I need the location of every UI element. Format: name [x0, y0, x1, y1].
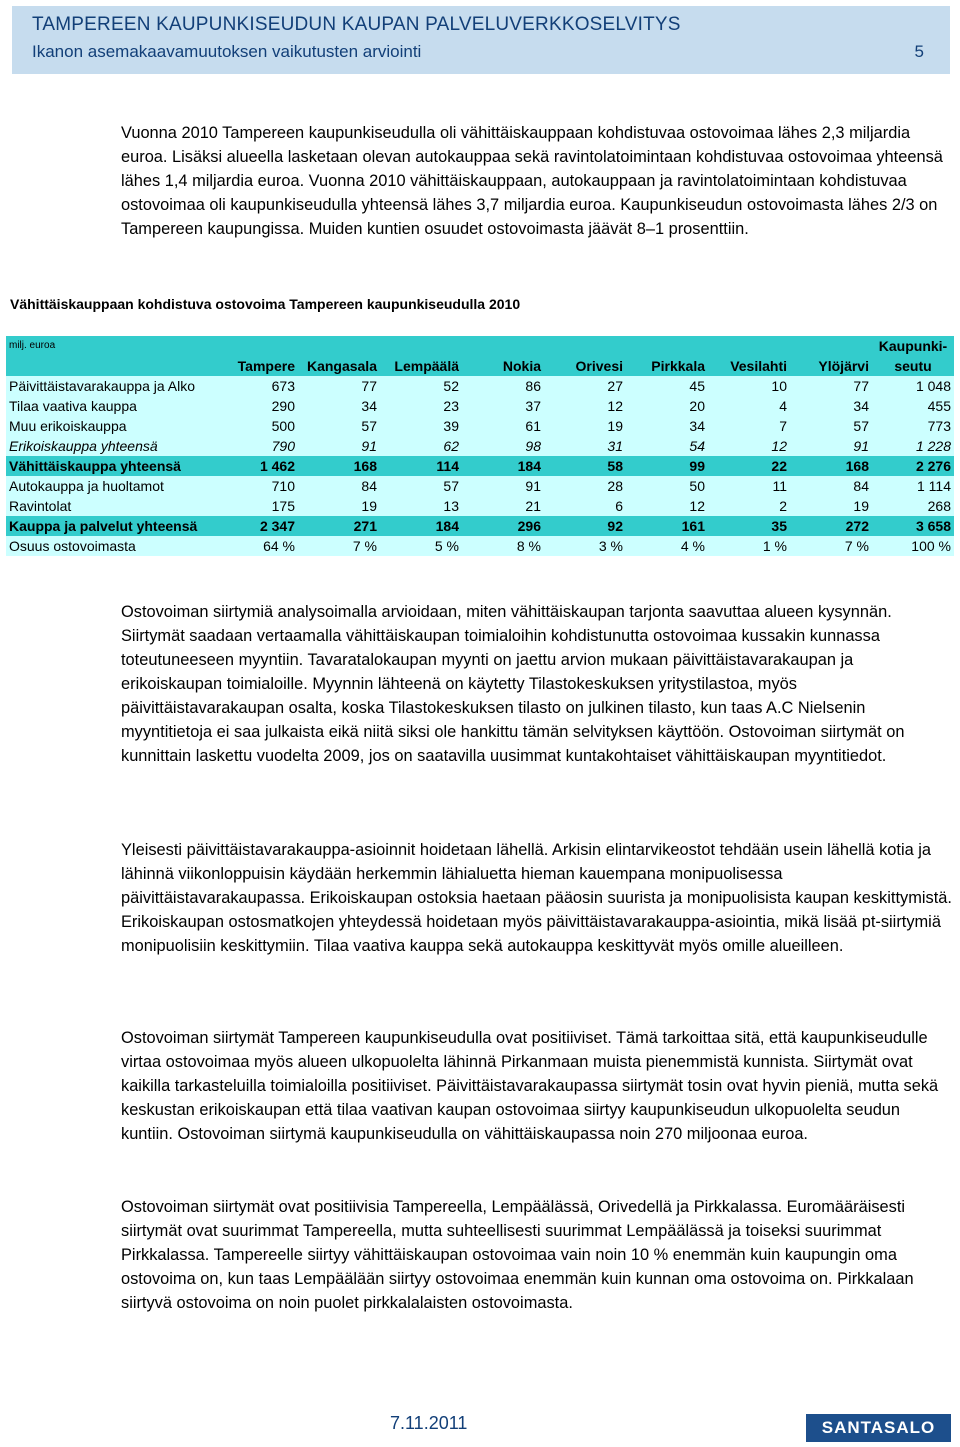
- table-caption: Vähittäiskauppaan kohdistuva ostovoima Tampereen kaupunkiseudulla 2010: [10, 296, 521, 312]
- table-row: [6, 536, 954, 556]
- table-cell: 500: [271, 418, 295, 434]
- table-cell: 2 347: [259, 518, 295, 534]
- total-header-line1: Kaupunki-: [872, 336, 954, 356]
- table-cell: 168: [845, 458, 869, 474]
- table-cell: 84: [853, 478, 869, 494]
- table-cell: 34: [853, 398, 869, 414]
- unit-label: milj. euroa: [6, 336, 216, 356]
- table-cell: 773: [927, 418, 951, 434]
- table-cell: 5 %: [434, 538, 459, 554]
- total-header-line2: seutu: [872, 356, 954, 376]
- table-cell: 28: [607, 478, 623, 494]
- table-header-row-1: [6, 336, 954, 356]
- table-cell: 22: [771, 458, 787, 474]
- table-cell: 184: [435, 518, 459, 534]
- table-cell: 4: [779, 398, 787, 414]
- table-cell: 21: [525, 498, 541, 514]
- row-label: Autokauppa ja huoltamot: [9, 478, 164, 494]
- table-cell: 114: [436, 458, 459, 474]
- table-cell: 184: [517, 458, 541, 474]
- table-cell: 1 114: [917, 478, 951, 494]
- row-label: Muu erikoiskauppa: [9, 418, 127, 434]
- table-cell: 37: [525, 398, 541, 414]
- table-cell: 1 %: [762, 538, 787, 554]
- table-cell: 710: [271, 478, 295, 494]
- table-cell: 27: [607, 378, 623, 394]
- col-header: Orivesi: [544, 356, 626, 376]
- table-cell: 91: [853, 438, 869, 454]
- col-header: Kangasala: [298, 356, 380, 376]
- header-subtitle: Ikanon asemakaavamuutoksen vaikutusten arviointi: [32, 42, 422, 61]
- paragraph-4: Ostovoiman siirtymät ovat positiivisia Tampereella, Lempäälässä, Orivedellä ja Pirkkalassa. Euromääräisesti siirtymät ovat suurimmat Tampereella, mutta suhteellisesti suurimmat Lempäälässä ja toiseksi suurimmat Pirkkalassa. Tampereelle siirtyy vähittäiskaupan ostovoimaa vain noin 10 % enemmän kuin kaupungin oma ostovoima on, kun taas Lempäälään siirtyy ostovoimaa enemmän kuin kunnan oma ostovoima on. Pirkkalaan siirtyvä ostovoima on noin puolet pirkkalalaisten ostovoimasta.: [121, 1198, 914, 1312]
- table-cell: 57: [853, 418, 869, 434]
- table-cell: 790: [271, 438, 295, 454]
- row-label: Kauppa ja palvelut yhteensä: [9, 518, 198, 534]
- table-cell: 20: [689, 398, 705, 414]
- table-cell: 1 462: [259, 458, 295, 474]
- row-label: Erikoiskauppa yhteensä: [9, 438, 158, 454]
- table-row: [6, 456, 954, 476]
- table-cell: 1 048: [915, 378, 951, 394]
- table-row: [6, 476, 954, 496]
- table-cell: 45: [689, 378, 705, 394]
- table-cell: 19: [853, 498, 869, 514]
- table-cell: 12: [771, 438, 787, 454]
- table-cell: 271: [353, 518, 377, 534]
- table-cell: 161: [681, 518, 705, 534]
- table-cell: 4 %: [680, 538, 705, 554]
- purchasing-power-table: [6, 336, 954, 556]
- row-label: Ravintolat: [9, 498, 72, 514]
- paragraph-2: Yleisesti päivittäistavarakauppa-asioinnit hoidetaan lähellä. Arkisin elintarvikeostot tehdään usein lähellä kotia ja lähinnä viikonloppuisin käydään herkemmin lähialuetta hieman kauempana monipuolisessa päivittäistavarakaupassa. Erikoiskaupan ostoksia haetaan pääosin suurista ja monipuolisista kaupan keskittymistä. Erikoiskaupan ostosmatkojen yhteydessä hoidetaan myös päivittäistavarakauppa-asiointia, mikä lisää pt-siirtymiä monipuolisiin keskittymiin. Tilaa vaativa kauppa sekä autokauppa keskittyvät myös omille alueilleen.: [121, 841, 952, 955]
- table-cell: 12: [689, 498, 705, 514]
- table-cell: 13: [443, 498, 459, 514]
- table-row: [6, 496, 954, 516]
- footer-date: 7.11.2011: [390, 1413, 468, 1433]
- table-cell: 57: [361, 418, 377, 434]
- table-row: [6, 416, 954, 436]
- col-header: Lempäälä: [380, 356, 462, 376]
- intro-paragraph: Vuonna 2010 Tampereen kaupunkiseudulla oli vähittäiskauppaan kohdistuvaa ostovoimaa lähes 2,3 miljardia euroa. Lisäksi alueella lasketaan olevan autokauppaa sekä ravintolatoimintaan kohdistuvaa ostovoimaa yhteensä lähes 1,4 miljardia euroa. Vuonna 2010 vähittäiskauppaan, autokauppaan ja ravintolatoimintaan kohdistuvaa ostovoimaa oli kaupunkiseudulla yhteensä lähes 3,7 miljardia euroa. Kaupunkiseudun ostovoimasta lähes 2/3 on Tampereen kaupungissa. Muiden kuntien osuudet ostovoimasta jäävät 8–1 prosenttiin.: [121, 124, 943, 238]
- table-cell: 31: [607, 438, 623, 454]
- table-cell: 12: [607, 398, 623, 414]
- table-cell: 34: [689, 418, 705, 434]
- table-cell: 2 276: [915, 458, 951, 474]
- table-cell: 77: [853, 378, 869, 394]
- table-cell: 99: [689, 458, 705, 474]
- table-cell: 34: [361, 398, 377, 414]
- table-cell: 3 %: [598, 538, 623, 554]
- table-cell: 91: [525, 478, 541, 494]
- table-cell: 7 %: [844, 538, 869, 554]
- table-cell: 35: [771, 518, 787, 534]
- table-cell: 50: [689, 478, 705, 494]
- table-cell: 23: [443, 398, 459, 414]
- table-cell: 2: [779, 498, 787, 514]
- santasalo-logo: SANTASALO: [806, 1414, 951, 1442]
- table-cell: 62: [443, 438, 459, 454]
- table-row: [6, 376, 954, 396]
- table-cell: 64 %: [263, 538, 295, 554]
- table-cell: 58: [607, 458, 623, 474]
- table-cell: 91: [361, 438, 377, 454]
- col-header: Tampere: [216, 356, 298, 376]
- paragraph-1: Ostovoiman siirtymiä analysoimalla arvioidaan, miten vähittäiskaupan tarjonta saavuttaa alueen kysynnän. Siirtymät saadaan vertaamalla vähittäiskaupan toimialoihin kohdistunutta ostovoimaa kussakin kunnassa toteutuneeseen myyntiin. Tavaratalokaupan myynti on jaettu arvion mukaan päivittäistavarakaupan ja erikoiskaupan toimialoille. Myynnin lähteenä on käytetty Tilastokeskuksen yritystilastoa, myös päivittäistavarakaupan osalta, koska Tilastokeskuksen tilasto on julkinen tilasto, kun taas A.C Nielsenin myyntitietoja ei saa julkaista eikä niitä siksi ole hankittu tämän selvityksen käyttöön. Ostovoiman siirtymät on kunnittain laskettu vuodelta 2009, jos on saatavilla uusimmat kuntakohtaiset vähittäiskaupan myyntitiedot.: [121, 603, 905, 765]
- table-cell: 272: [845, 518, 869, 534]
- table-cell: 175: [271, 498, 295, 514]
- paragraph-3: Ostovoiman siirtymät Tampereen kaupunkiseudulla ovat positiiviset. Tämä tarkoittaa sitä, että kaupunkiseudulle virtaa ostovoimaa myös alueen ulkopuolelta lähinnä Pirkanmaan muista pienemmistä kunnista. Siirtymät ovat kaikilla tarkasteluilla toimialoilla positiiviset. Päivittäistavarakaupassa siirtymät tosin ovat hyvin pieniä, mutta sekä keskustan erikoiskaupan että tilaa vaativan kaupan ostovoimaa siirtyy kaupunkiseudun ulkopuolelta seudun kuntiin. Ostovoiman siirtymä kaupunkiseudulla on vähittäiskaupassa noin 270 miljoonaa euroa.: [121, 1029, 939, 1143]
- table-cell: 39: [443, 418, 459, 434]
- table-cell: 92: [607, 518, 623, 534]
- table-cell: 11: [772, 478, 787, 494]
- table-cell: 52: [443, 378, 459, 394]
- table-cell: 3 658: [915, 518, 951, 534]
- table-cell: 1 228: [915, 438, 951, 454]
- table-cell: 100 %: [911, 538, 951, 554]
- table-row: [6, 436, 954, 456]
- table-cell: 7 %: [352, 538, 377, 554]
- table-header-row-2: [6, 356, 954, 376]
- table-cell: 84: [361, 478, 377, 494]
- table-cell: 54: [689, 438, 705, 454]
- col-header: Pirkkala: [626, 356, 708, 376]
- row-label: Vähittäiskauppa yhteensä: [9, 458, 181, 474]
- table-cell: 673: [271, 378, 295, 394]
- page-number: 5: [914, 42, 924, 61]
- table-cell: 19: [361, 498, 377, 514]
- table-cell: 6: [615, 498, 623, 514]
- col-header: Nokia: [462, 356, 544, 376]
- table-cell: 86: [525, 378, 541, 394]
- table-row: [6, 516, 954, 536]
- table-cell: 7: [779, 418, 787, 434]
- row-label: Osuus ostovoimasta: [9, 538, 136, 554]
- table-cell: 268: [927, 498, 951, 514]
- row-label: Tilaa vaativa kauppa: [9, 398, 137, 414]
- table-cell: 61: [525, 418, 541, 434]
- table-cell: 8 %: [516, 538, 541, 554]
- col-header: Vesilahti: [708, 356, 790, 376]
- table-cell: 77: [361, 378, 377, 394]
- col-header: Ylöjärvi: [790, 356, 872, 376]
- row-label: Päivittäistavarakauppa ja Alko: [9, 378, 195, 394]
- table-cell: 19: [607, 418, 623, 434]
- table-cell: 10: [771, 378, 787, 394]
- table-cell: 290: [271, 398, 295, 414]
- table-cell: 57: [443, 478, 459, 494]
- table-cell: 98: [525, 438, 541, 454]
- table-cell: 296: [517, 518, 541, 534]
- table-cell: 455: [927, 398, 951, 414]
- table-cell: 168: [353, 458, 377, 474]
- header-title: TAMPEREEN KAUPUNKISEUDUN KAUPAN PALVELUVERKKOSELVITYS: [32, 14, 681, 35]
- table-row: [6, 396, 954, 416]
- page-header: [12, 6, 950, 74]
